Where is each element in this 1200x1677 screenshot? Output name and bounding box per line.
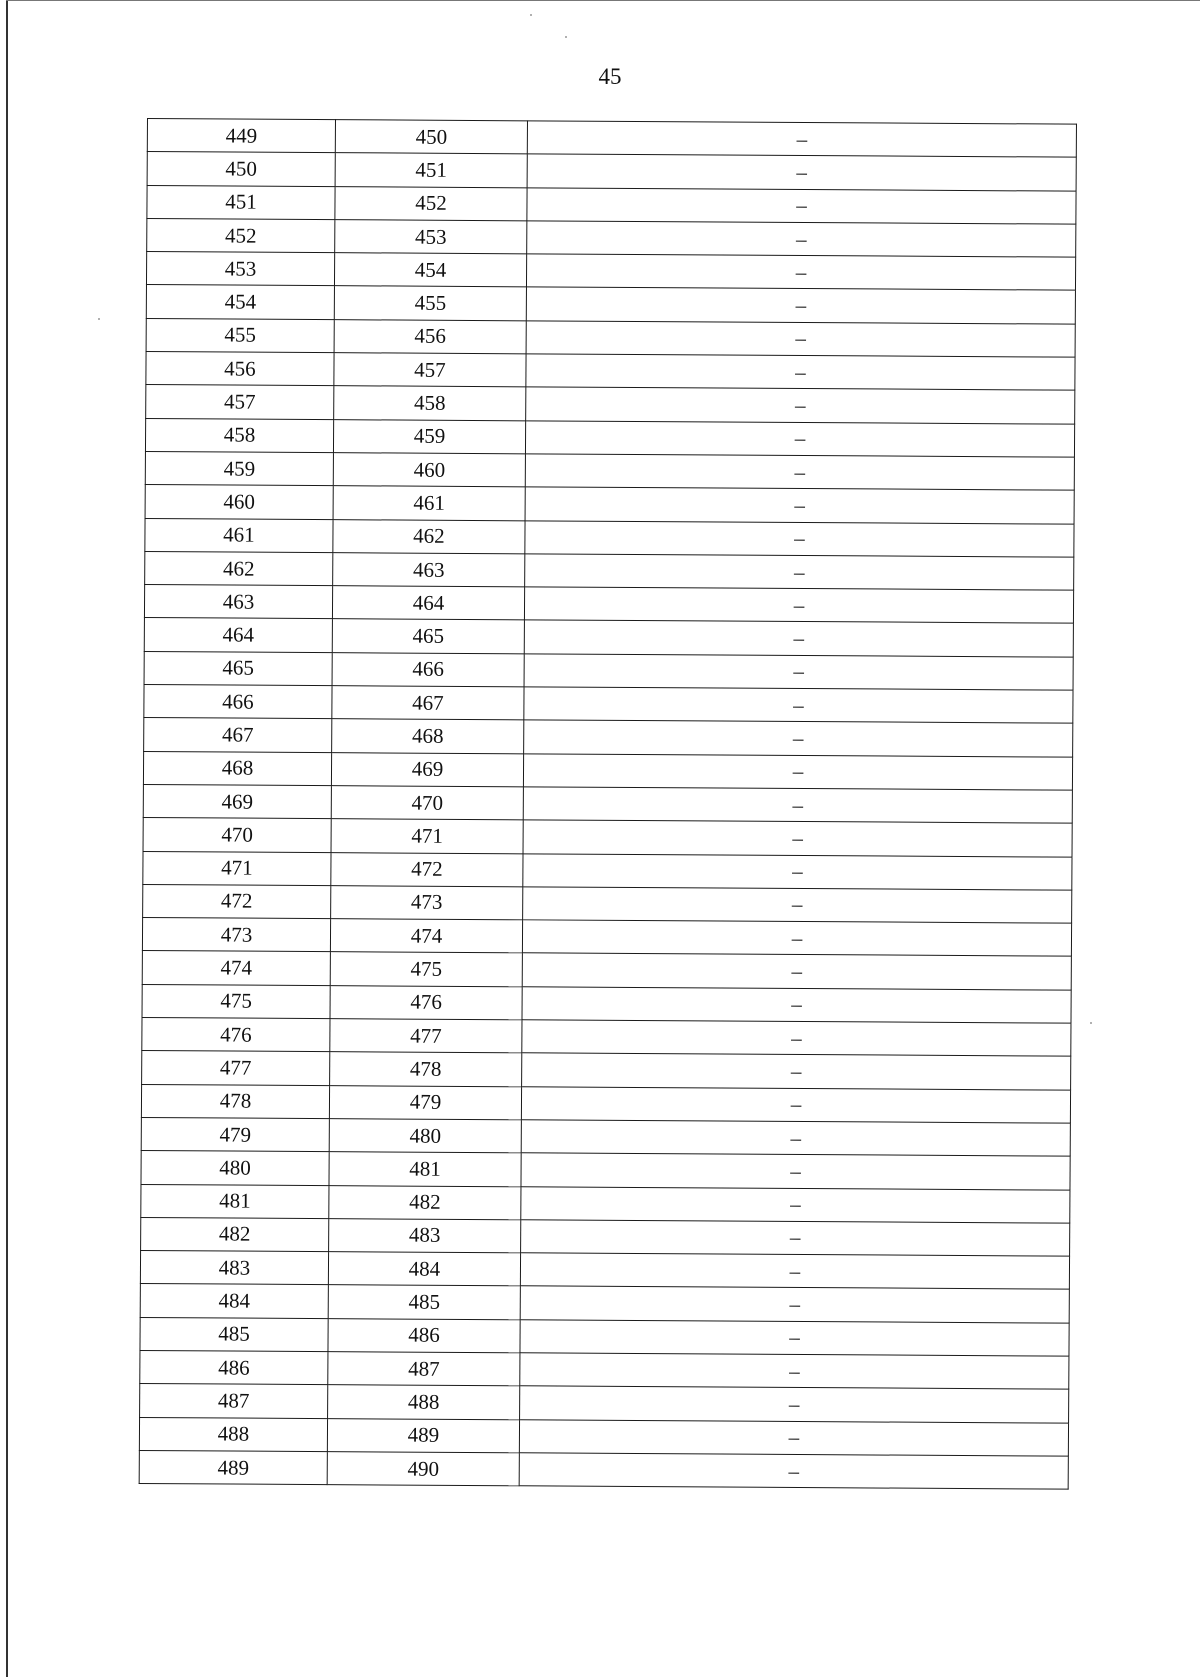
table-row xyxy=(147,185,1076,224)
table-cell-number: 475 xyxy=(142,984,330,1018)
table-cell-number: 465 xyxy=(332,619,524,653)
table-cell-number: 490 xyxy=(327,1452,519,1486)
table-cell-dash: – xyxy=(524,654,1073,691)
table-cell-number: 458 xyxy=(145,418,333,452)
table-cell-dash: – xyxy=(523,753,1072,790)
table-cell-number: 488 xyxy=(139,1417,327,1451)
table-cell-dash: – xyxy=(526,321,1075,358)
table-cell-number: 449 xyxy=(147,119,335,153)
table-row xyxy=(142,918,1071,957)
table-cell-number: 487 xyxy=(140,1384,328,1418)
table-cell-dash: – xyxy=(526,287,1075,324)
table-cell-number: 487 xyxy=(328,1352,520,1386)
table-cell-number: 486 xyxy=(328,1318,520,1352)
table-row xyxy=(147,119,1076,158)
table-cell-number: 480 xyxy=(141,1151,329,1185)
table-cell-dash: – xyxy=(524,720,1073,757)
table-row xyxy=(142,951,1071,990)
table-row xyxy=(141,1117,1070,1156)
table-cell-number: 454 xyxy=(334,253,526,287)
table-cell-number: 454 xyxy=(146,285,334,319)
table-cell-number: 488 xyxy=(328,1385,520,1419)
table-cell-number: 476 xyxy=(142,1018,330,1052)
table-cell-number: 469 xyxy=(143,784,331,818)
table-cell-dash: – xyxy=(525,454,1074,491)
table-cell-dash: – xyxy=(525,420,1074,457)
table-cell-number: 458 xyxy=(334,386,526,420)
table-cell-number: 461 xyxy=(333,486,525,520)
table-row xyxy=(145,451,1074,490)
table-cell-number: 470 xyxy=(143,818,331,852)
table-cell-number: 466 xyxy=(332,652,524,686)
table-row xyxy=(145,551,1074,590)
table-cell-number: 464 xyxy=(332,586,524,620)
table-cell-dash: – xyxy=(521,1220,1070,1257)
table-cell-number: 469 xyxy=(331,752,523,786)
table-row xyxy=(144,651,1073,690)
table-row xyxy=(144,685,1073,724)
table-cell-dash: – xyxy=(519,1419,1068,1456)
table-cell-number: 473 xyxy=(331,885,523,919)
table-cell-number: 484 xyxy=(140,1284,328,1318)
table-cell-dash: – xyxy=(524,687,1073,724)
table-cell-number: 456 xyxy=(146,352,334,386)
table-cell-dash: – xyxy=(520,1286,1069,1323)
table-cell-number: 481 xyxy=(141,1184,329,1218)
table-row xyxy=(147,152,1076,191)
table-cell-dash: – xyxy=(523,820,1072,857)
table-cell-number: 482 xyxy=(141,1217,329,1251)
table-cell-dash: – xyxy=(522,953,1071,990)
table-cell-number: 476 xyxy=(330,985,522,1019)
table-cell-dash: – xyxy=(527,187,1076,224)
table-cell-number: 452 xyxy=(335,186,527,220)
table-cell-dash: – xyxy=(520,1319,1069,1356)
table-cell-number: 467 xyxy=(144,718,332,752)
table-row xyxy=(144,718,1073,757)
table-cell-dash: – xyxy=(527,121,1076,158)
table-row xyxy=(146,352,1075,391)
table-row xyxy=(142,984,1071,1023)
table-cell-dash: – xyxy=(526,387,1075,424)
table-cell-number: 489 xyxy=(139,1450,327,1484)
table-cell-dash: – xyxy=(522,920,1071,957)
table-row xyxy=(143,784,1072,823)
table-row xyxy=(146,252,1075,291)
table-cell-number: 471 xyxy=(331,819,523,853)
table-cell-number: 462 xyxy=(333,519,525,553)
table-cell-number: 467 xyxy=(332,686,524,720)
table-cell-number: 451 xyxy=(335,153,527,187)
table-cell-number: 451 xyxy=(147,185,335,219)
table-cell-dash: – xyxy=(522,1053,1071,1090)
table-cell-number: 474 xyxy=(142,951,330,985)
table-cell-number: 470 xyxy=(331,786,523,820)
table-cell-number: 464 xyxy=(144,618,332,652)
table-cell-number: 478 xyxy=(330,1052,522,1086)
table-row xyxy=(146,385,1075,424)
scan-speck xyxy=(565,36,567,38)
table-cell-dash: – xyxy=(525,520,1074,557)
table-cell-dash: – xyxy=(523,887,1072,924)
table-row xyxy=(147,218,1076,257)
table-cell-dash: – xyxy=(520,1353,1069,1390)
table-row xyxy=(140,1350,1069,1389)
table-cell-number: 472 xyxy=(143,884,331,918)
table-cell-number: 460 xyxy=(145,485,333,519)
table-row xyxy=(143,884,1072,923)
table-cell-number: 459 xyxy=(145,451,333,485)
table-cell-dash: – xyxy=(524,587,1073,624)
table-cell-number: 460 xyxy=(333,453,525,487)
table-cell-number: 463 xyxy=(144,585,332,619)
table-cell-number: 479 xyxy=(141,1117,329,1151)
table-cell-dash: – xyxy=(523,787,1072,824)
table-cell-number: 475 xyxy=(330,952,522,986)
table-cell-number: 463 xyxy=(333,553,525,587)
scan-speck xyxy=(1090,1022,1092,1024)
table-row xyxy=(139,1417,1068,1456)
table-cell-number: 478 xyxy=(141,1084,329,1118)
table-cell-dash: – xyxy=(525,487,1074,524)
table-row xyxy=(140,1251,1069,1290)
table-cell-dash: – xyxy=(523,853,1072,890)
table-cell-number: 455 xyxy=(146,318,334,352)
table-cell-number: 468 xyxy=(332,719,524,753)
table-cell-number: 482 xyxy=(329,1185,521,1219)
table-cell-number: 479 xyxy=(329,1085,521,1119)
table-row xyxy=(144,618,1073,657)
table-cell-dash: – xyxy=(519,1453,1068,1490)
table-cell-number: 477 xyxy=(142,1051,330,1085)
page-edge-left xyxy=(6,0,8,1677)
table-row xyxy=(139,1450,1068,1489)
table-row xyxy=(144,585,1073,624)
table-cell-number: 452 xyxy=(147,218,335,252)
table-cell-number: 480 xyxy=(329,1119,521,1153)
table-row xyxy=(145,418,1074,457)
table-cell-number: 486 xyxy=(140,1350,328,1384)
table-cell-number: 453 xyxy=(335,220,527,254)
table-cell-number: 485 xyxy=(328,1285,520,1319)
table-cell-dash: – xyxy=(522,987,1071,1024)
table-cell-number: 453 xyxy=(146,252,334,286)
scan-speck xyxy=(530,14,532,16)
table-cell-number: 456 xyxy=(334,319,526,353)
table-row xyxy=(146,285,1075,324)
table-cell-number: 483 xyxy=(329,1218,521,1252)
table-row xyxy=(143,851,1072,890)
table-cell-number: 474 xyxy=(330,919,522,953)
table-row xyxy=(141,1217,1070,1256)
table-cell-number: 483 xyxy=(140,1251,328,1285)
table-cell-number: 461 xyxy=(145,518,333,552)
table-row xyxy=(142,1051,1071,1090)
table-cell-dash: – xyxy=(520,1253,1069,1290)
table-row xyxy=(145,485,1074,524)
table-cell-number: 473 xyxy=(142,918,330,952)
table-cell-dash: – xyxy=(520,1386,1069,1423)
page-edge-top xyxy=(6,0,1200,1)
table-row xyxy=(141,1084,1070,1123)
table-cell-number: 450 xyxy=(335,120,527,154)
table-cell-number: 466 xyxy=(144,685,332,719)
table-row xyxy=(140,1284,1069,1323)
table-cell-number: 485 xyxy=(140,1317,328,1351)
scan-speck xyxy=(98,318,100,320)
table-cell-number: 477 xyxy=(330,1019,522,1053)
table-cell-dash: – xyxy=(527,154,1076,191)
table-cell-dash: – xyxy=(527,221,1076,258)
table-row xyxy=(141,1184,1070,1223)
table-cell-dash: – xyxy=(522,1020,1071,1057)
table-row xyxy=(146,318,1075,357)
table-cell-dash: – xyxy=(521,1153,1070,1190)
table-cell-number: 481 xyxy=(329,1152,521,1186)
table-cell-number: 450 xyxy=(147,152,335,186)
table-cell-number: 465 xyxy=(144,651,332,685)
table-cell-dash: – xyxy=(524,620,1073,657)
table-row xyxy=(140,1384,1069,1423)
table-cell-dash: – xyxy=(521,1120,1070,1157)
table-cell-number: 457 xyxy=(146,385,334,419)
table-cell-dash: – xyxy=(526,254,1075,291)
table-cell-number: 462 xyxy=(145,551,333,585)
table-cell-number: 472 xyxy=(331,852,523,886)
table-cell-dash: – xyxy=(526,354,1075,391)
table-cell-dash: – xyxy=(521,1186,1070,1223)
table-cell-number: 468 xyxy=(143,751,331,785)
table-cell-number: 471 xyxy=(143,851,331,885)
table-cell-dash: – xyxy=(521,1086,1070,1123)
table-cell-number: 489 xyxy=(327,1418,519,1452)
table-body xyxy=(139,119,1076,1490)
table-cell-number: 457 xyxy=(334,353,526,387)
table-cell-dash: – xyxy=(525,554,1074,591)
table-row xyxy=(143,751,1072,790)
table-row xyxy=(142,1018,1071,1057)
table-cell-number: 455 xyxy=(334,286,526,320)
data-table xyxy=(139,118,1077,1490)
table-row xyxy=(140,1317,1069,1356)
page-number: 45 xyxy=(598,64,622,89)
table-cell-number: 459 xyxy=(333,419,525,453)
table-cell-number: 484 xyxy=(328,1252,520,1286)
table-row xyxy=(143,818,1072,857)
table-row xyxy=(145,518,1074,557)
table-row xyxy=(141,1151,1070,1190)
